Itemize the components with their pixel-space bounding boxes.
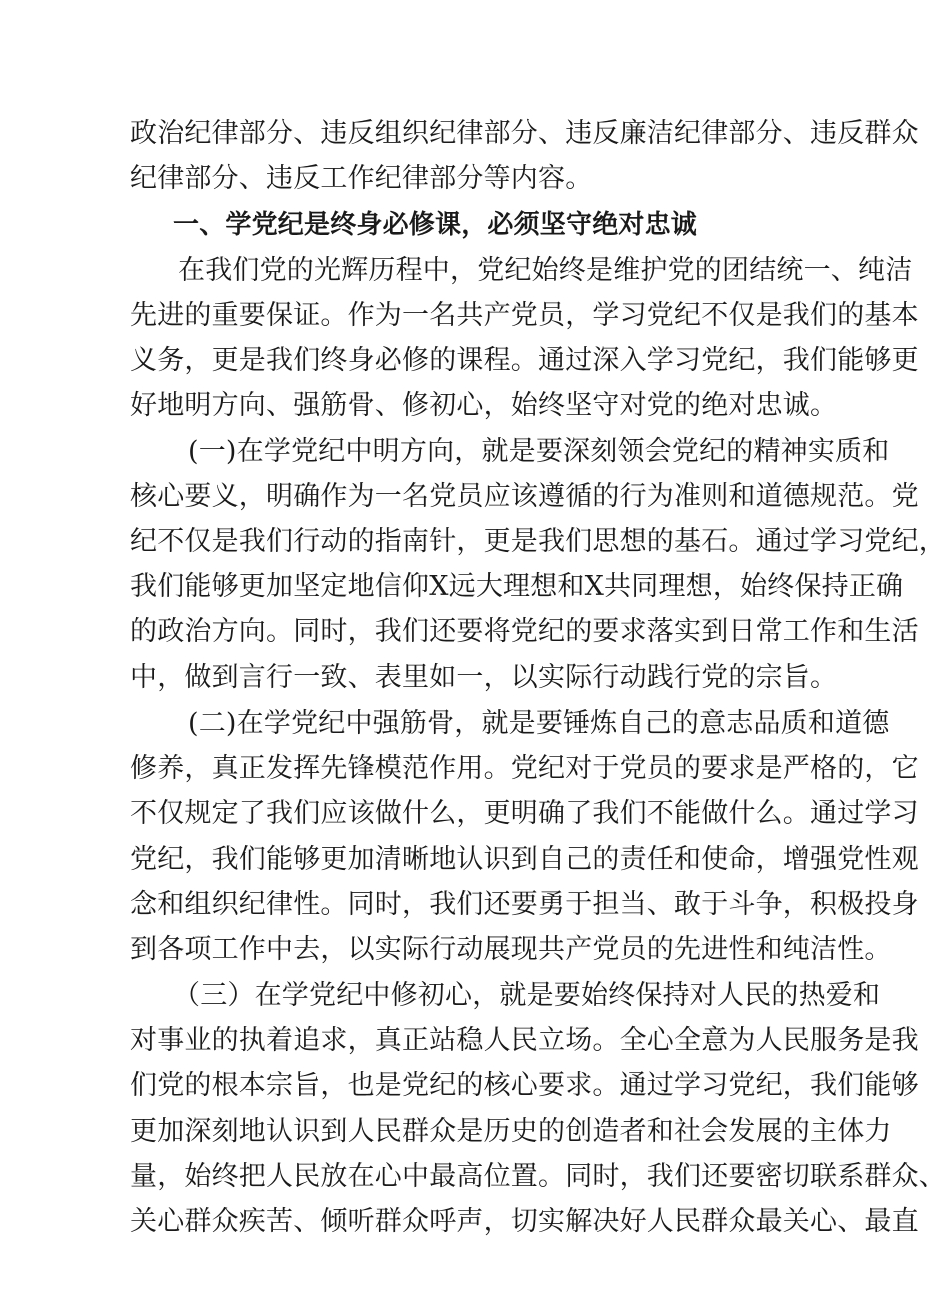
text-line: (一)在学党纪中明方向，就是要深刻领会党纪的精神实质和 (188, 436, 890, 467)
text-line: 在我们党的光辉历程中，党纪始终是维护党的团结统一、纯洁 (178, 255, 913, 286)
text-line: 的政治方向。同时，我们还要将党纪的要求落实到日常工作和生活 (130, 616, 919, 647)
text-line: 不仅规定了我们应该做什么，更明确了我们不能做什么。通过学习 (130, 798, 919, 829)
text-line: （三）在学党纪中修初心，就是要始终保持对人民的热爱和 (173, 980, 881, 1011)
text-line: 纪律部分、违反工作纪律部分等内容。 (130, 163, 593, 194)
text-line: (二)在学党纪中强筋骨，就是要锤炼自己的意志品质和道德 (188, 708, 890, 739)
text-line: 我们能够更加坚定地信仰X远大理想和X共同理想，始终保持正确 (130, 571, 904, 602)
text-line: 关心群众疾苦、倾听群众呼声，切实解决好人民群众最关心、最直 (130, 1206, 919, 1237)
text-line: 义务，更是我们终身必修的课程。通过深入学习党纪，我们能够更 (130, 345, 919, 376)
text-line: 念和组织纪律性。同时，我们还要勇于担当、敢于斗争，积极投身 (130, 889, 919, 920)
text-line: 到各项工作中去，以实际行动展现共产党员的先进性和纯洁性。 (130, 934, 892, 965)
text-line: 对事业的执着追求，真正站稳人民立场。全心全意为人民服务是我 (130, 1025, 919, 1056)
text-line: 中，做到言行一致、表里如一，以实际行动践行党的宗旨。 (130, 662, 838, 693)
text-line: 修养，真正发挥先锋模范作用。党纪对于党员的要求是严格的，它 (130, 753, 919, 784)
text-line: 好地明方向、强筋骨、修初心，始终坚守对党的绝对忠诚。 (130, 390, 838, 421)
text-line: 党纪，我们能够更加清晰地认识到自己的责任和使命，增强党性观 (130, 844, 919, 875)
text-line: 们党的根本宗旨，也是党纪的核心要求。通过学习党纪，我们能够 (130, 1070, 919, 1101)
text-line: 政治纪律部分、违反组织纪律部分、违反廉洁纪律部分、违反群众 (130, 118, 919, 149)
text-line: 核心要义，明确作为一名党员应该遵循的行为准则和道德规范。党 (130, 481, 919, 512)
text-line: 纪不仅是我们行动的指南针，更是我们思想的基石。通过学习党纪， (130, 526, 946, 557)
text-line: 更加深刻地认识到人民群众是历史的创造者和社会发展的主体力 (130, 1116, 892, 1147)
section-heading: 一、学党纪是终身必修课，必须坚守绝对忠诚 (173, 210, 698, 240)
text-line: 量，始终把人民放在心中最高位置。同时，我们还要密切联系群众、 (130, 1161, 946, 1192)
text-line: 先进的重要保证。作为一名共产党员，学习党纪不仅是我们的基本 (130, 300, 919, 331)
